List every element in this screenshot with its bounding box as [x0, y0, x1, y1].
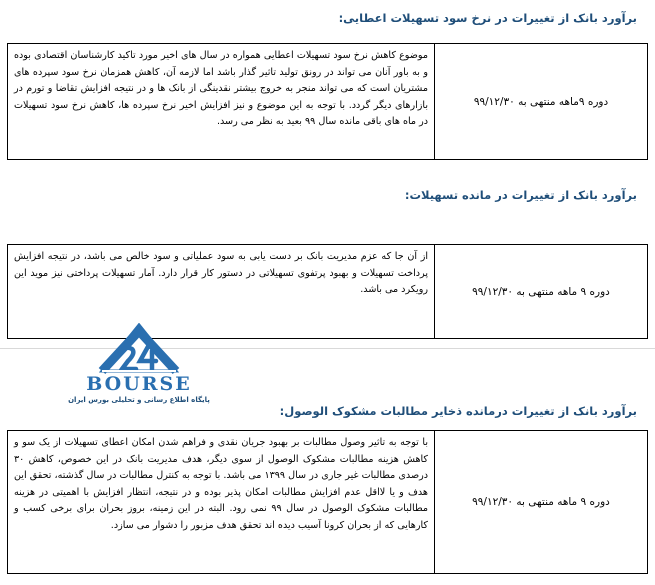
- section1-description: موضوع کاهش نرخ سود تسهیلات اعطایی همواره در سال های اخیر مورد تاکید کارشناسان اقتصادی بوده و به باور آنان می تواند در رونق تولید تاثیر گذار باشد اما لازمه آن، کاهش همزمان نرخ سود سپرده های مشتریان است که می تواند منجر به خروج بیشتر نقدینگی از بانک ها و در نتیجه افزایش تقاضا و تورم در بازارهای دیگر گردد. با توجه به این موضوع و نیز افزایش اخیر نرخ سپرده ها، کاهش نرخ سود تسهیلات در ماه های باقی مانده سال ۹۹ بعید به نظر می رسد.: [8, 44, 435, 160]
- section1-heading: برآورد بانک از تغییرات در نرخ سود تسهیلات اعطایی:: [338, 11, 637, 25]
- section1-table: [7, 43, 648, 160]
- section3-heading: برآورد بانک از تغییرات درمانده ذخایر مطالبات مشکوک الوصول:: [279, 404, 637, 418]
- section2-description: از آن جا که عزم مدیریت بانک بر دست یابی به سود عملیاتی و سود خالص می باشد، در نتیجه افزایش پرداخت تسهیلات و بهبود پرتفوی تسهیلاتی در دستور کار قرار دارد. آمار تسهیلات پرداختی نیز موید این رویکرد می باشد.: [8, 245, 435, 339]
- logo-tagline: پایگاه اطلاع رسانی و تحلیلی بورس ایران: [68, 396, 210, 404]
- section1-period: دوره ۹ماهه منتهی به ۹۹/۱۲/۳۰: [435, 44, 648, 160]
- section2-heading: برآورد بانک از تغییرات در مانده تسهیلات:: [404, 188, 637, 202]
- section2-period: دوره ۹ ماهه منتهی به ۹۹/۱۲/۳۰: [435, 245, 648, 339]
- logo-wordmark: BOURSE: [86, 373, 192, 395]
- bourse-logo: [66, 323, 212, 409]
- section3-period: دوره ۹ ماهه منتهی به ۹۹/۱۲/۳۰: [435, 431, 648, 574]
- section3-table: [7, 430, 648, 574]
- section3-description: با توجه به تاثیر وصول مطالبات بر بهبود جریان نقدی و فراهم شدن امکان اعطای تسهیلات از یک سو و کاهش هزینه مطالبات مشکوک الوصول از سوی دیگر، هدف مدیریت بانک در این خصوص، کاهش ۳۰ درصدی مطالبات غیر جاری در سال ۱۳۹۹ می باشد. با توجه به کنترل مطالبات در سال گذشته، تحقق این هدف و یا لااقل عدم افزایش مطالبات امکان پذیر بوده و در نتیجه، انتظار افزایش با اهمیتی در هزینه مطالبات مشکوک الوصول در سال ۹۹ نمی رود. البته در این زمینه، بروز بحران برای برخی کسب و کارهایی که از بحران کرونا آسیب دیده اند تحقق هدف مزبور را دشوار می سازد.: [8, 431, 435, 574]
